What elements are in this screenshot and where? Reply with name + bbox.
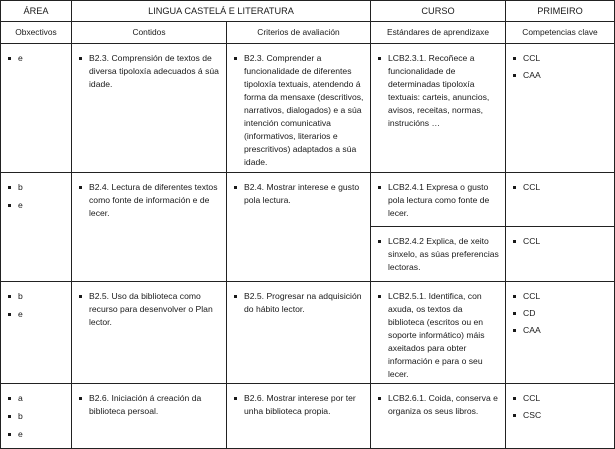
criteria-cell <box>227 44 371 173</box>
content-cell <box>72 173 227 282</box>
standard-cell <box>371 282 506 384</box>
standard-cell <box>371 44 506 173</box>
column-header: Obxectivos <box>1 22 72 44</box>
objective-item: e <box>7 199 67 212</box>
subject-title: LINGUA CASTELÁ E LITERATURA <box>72 1 371 22</box>
competency-item: CCL <box>512 392 610 405</box>
table-row <box>1 173 615 227</box>
standard-text: LCB2.4.1 Expresa o gusto pola lectura como fonte de lecer. <box>377 181 501 220</box>
content-text: B2.5. Uso da biblioteca como recurso para desenvolver o Plan lector. <box>78 290 222 329</box>
objective-item: e <box>7 52 67 65</box>
standard-cell <box>371 173 506 227</box>
column-header: Competencias clave <box>506 22 615 44</box>
criteria-cell <box>227 173 371 282</box>
content-cell <box>72 44 227 173</box>
column-header: Estándares de aprendizaxe <box>371 22 506 44</box>
standard-text: LCB2.5.1. Identifica, con axuda, os textos da biblioteca (escritos ou en soporte informático) máis axeitados para obter información e para o seu lecer. <box>377 290 501 381</box>
objectives-cell <box>1 173 72 282</box>
competency-item: CCL <box>512 290 610 303</box>
competency-item: CCL <box>512 181 610 194</box>
header-row <box>1 1 615 22</box>
objectives-cell <box>1 282 72 384</box>
standard-text: LCB2.3.1. Recoñece a funcionalidade de determinadas tipoloxía textuais: carteis, anuncios, avisos, receitas, normas, instrucións … <box>377 52 501 130</box>
objective-item: b <box>7 290 67 303</box>
content-cell <box>72 282 227 384</box>
objectives-cell <box>1 44 72 173</box>
competencies-cell <box>506 282 615 384</box>
objective-item: e <box>7 428 67 441</box>
competency-item: CAA <box>512 324 610 337</box>
table-row <box>1 44 615 173</box>
competency-item: CCL <box>512 235 610 248</box>
content-text: B2.4. Lectura de diferentes textos como fonte de información e de lecer. <box>78 181 222 220</box>
criteria-text: B2.3. Comprender a funcionalidade de diferentes tipoloxía textuais, atendendo á forma da mensaxe (descritivos, narrativos, dialogados) e a súa intención comunicativa (informativos, literarios e prescritivos) adaptados a súa idade. <box>233 52 366 169</box>
competency-item: CSC <box>512 409 610 422</box>
column-header: Contidos <box>72 22 227 44</box>
competency-item: CD <box>512 307 610 320</box>
competencies-cell <box>506 227 615 282</box>
competency-item: CAA <box>512 69 610 82</box>
content-text: B2.6. Iniciación á creación da biblioteca persoal. <box>78 392 222 418</box>
objective-item: e <box>7 308 67 321</box>
criteria-text: B2.6. Mostrar interese por ter unha biblioteca propia. <box>233 392 366 418</box>
course-label: CURSO <box>371 1 506 22</box>
column-header: Criterios de avaliación <box>227 22 371 44</box>
criteria-text: B2.5. Progresar na adquisición do hábito lector. <box>233 290 366 316</box>
objective-item: b <box>7 410 67 423</box>
competency-item: CCL <box>512 52 610 65</box>
table-row <box>1 282 615 384</box>
objective-item: b <box>7 181 67 194</box>
competencies-cell <box>506 44 615 173</box>
column-header-row <box>1 22 615 44</box>
content-text: B2.3. Comprensión de textos de diversa tipoloxía adecuados á súa idade. <box>78 52 222 91</box>
standard-cell <box>371 227 506 282</box>
standard-text: LCB2.6.1. Coida, conserva e organiza os seus libros. <box>377 392 501 418</box>
course-value: PRIMEIRO <box>506 1 615 22</box>
criteria-text: B2.4. Mostrar interese e gusto pola lectura. <box>233 181 366 207</box>
area-label: ÁREA <box>1 1 72 22</box>
standard-text: LCB2.4.2 Explica, de xeito sinxelo, as súas preferencias lectoras. <box>377 235 501 274</box>
competencies-cell <box>506 173 615 227</box>
objective-item: a <box>7 392 67 405</box>
criteria-cell <box>227 282 371 384</box>
